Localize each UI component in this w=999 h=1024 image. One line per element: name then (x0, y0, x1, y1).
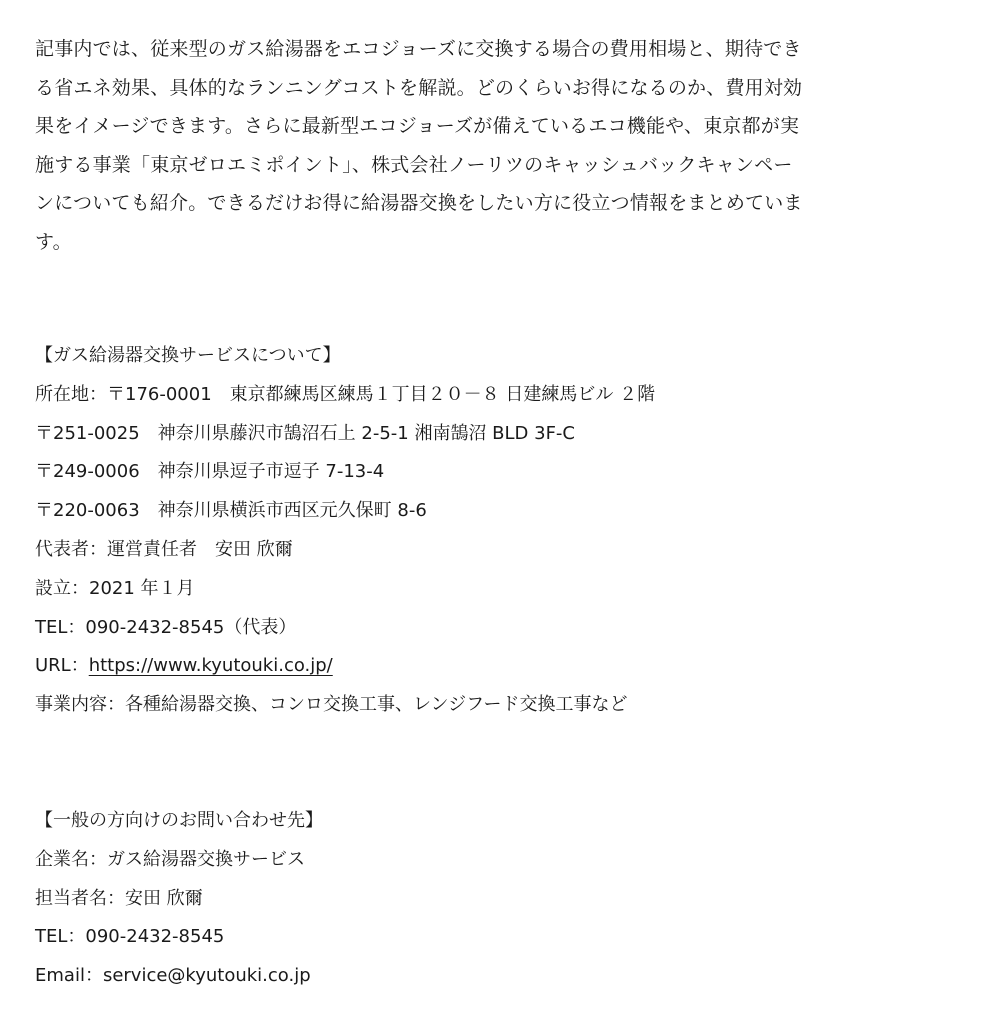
contact-company-name: 企業名：ガス給湯器交換サービス (35, 848, 305, 870)
contact-tel: TEL：090-2432-8545 (35, 926, 225, 948)
address-line: 〒251-0025 神奈川県藤沢市鵠沼石上 2-5-1 湘南鵠沼 BLD 3F-C (35, 422, 575, 444)
company-info-heading: 【ガス給湯器交換サービスについて】 (35, 345, 341, 366)
representative-line: 代表者：運営責任者 安田 欣爾 (35, 538, 293, 560)
url-line (35, 647, 655, 686)
contact-person: 担当者名：安田 欣爾 (35, 887, 203, 909)
intro-line: 果をイメージできます。さらに最新型エコジョーズが備えているエコ機能や、東京都が実 (35, 115, 800, 138)
url-label: URL： (35, 655, 89, 677)
established-line: 設立：2021 年１月 (35, 577, 195, 599)
contact-section (35, 802, 323, 996)
address-line: 〒249-0006 神奈川県逗子市逗子 7-13-4 (35, 461, 385, 483)
contact-email: Email：service@kyutouki.co.jp (35, 965, 311, 987)
intro-paragraph (35, 30, 803, 262)
intro-line: る省エネ効果、具体的なランニングコストを解説。どのくらいお得になるのか、費用対効 (35, 76, 803, 99)
company-info-section (35, 337, 655, 725)
address-line: 〒220-0063 神奈川県横浜市西区元久保町 8-6 (35, 500, 427, 522)
tel-line: TEL：090-2432-8545（代表） (35, 616, 297, 638)
business-line: 事業内容：各種給湯器交換、コンロ交換工事、レンジフード交換工事など (35, 694, 628, 716)
intro-line: す。 (35, 230, 72, 253)
intro-line: ンについても紹介。できるだけお得に給湯器交換をしたい方に役立つ情報をまとめていま (35, 192, 803, 215)
website-link[interactable]: https://www.kyutouki.co.jp/ (88, 655, 333, 677)
contact-heading: 【一般の方向けのお問い合わせ先】 (35, 810, 323, 831)
intro-line: 記事内では、従来型のガス給湯器をエコジョーズに交換する場合の費用相場と、期待でき (35, 38, 802, 60)
intro-line: 施する事業「東京ゼロエミポイント」、株式会社ノーリツのキャッシュバックキャンペー (35, 153, 793, 176)
address-line: 所在地：〒176-0001 東京都練馬区練馬１丁目２０－８ 日建練馬ビル ２階 (35, 383, 656, 405)
